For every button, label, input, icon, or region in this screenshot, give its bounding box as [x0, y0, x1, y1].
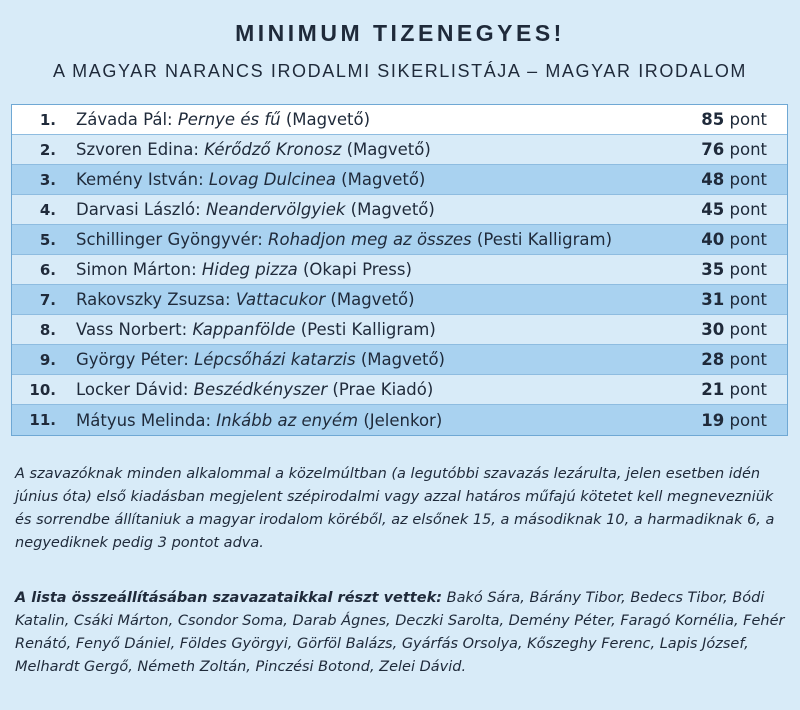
- book-title: Hideg pizza: [201, 260, 298, 279]
- table-row: [12, 405, 787, 435]
- table-row: [12, 345, 787, 375]
- book-entry: [76, 170, 637, 189]
- table-row: [12, 195, 787, 225]
- publisher-name: (Pesti Kalligram): [295, 320, 436, 339]
- points-unit: pont: [729, 320, 767, 339]
- table-row: [12, 375, 787, 405]
- author-name: Locker Dávid:: [76, 380, 194, 399]
- voters-lead: A lista összeállításában szavazataikkal részt vettek:: [15, 590, 443, 606]
- author-name: Mátyus Melinda:: [76, 410, 217, 430]
- book-title: Pernye és fű: [177, 110, 281, 129]
- author-name: Rakovszky Zsuzsa:: [76, 290, 236, 309]
- points-unit: pont: [729, 200, 767, 219]
- points-number: 85: [701, 110, 725, 129]
- points-value: [637, 200, 787, 219]
- book-entry: [76, 350, 637, 369]
- points-value: [637, 170, 787, 189]
- author-name: Darvasi László:: [76, 200, 206, 219]
- points-value: [637, 290, 787, 309]
- publisher-name: (Magvető): [341, 140, 431, 159]
- voters-paragraph: [15, 587, 787, 679]
- author-name: Szvoren Edina:: [76, 140, 205, 159]
- author-name: Vass Norbert:: [76, 320, 193, 339]
- points-number: 35: [701, 260, 725, 279]
- points-unit: pont: [729, 110, 767, 129]
- author-name: Schillinger Gyöngyvér:: [76, 230, 269, 249]
- table-row: [12, 225, 787, 255]
- points-unit: pont: [729, 260, 767, 279]
- points-value: [637, 110, 787, 129]
- book-entry: [76, 411, 637, 430]
- points-unit: pont: [729, 140, 767, 159]
- book-title: Inkább az enyém: [216, 410, 359, 430]
- points-number: 19: [701, 410, 725, 430]
- rank-number: 2.: [39, 140, 56, 159]
- points-number: 45: [701, 200, 725, 219]
- points-number: 30: [701, 320, 725, 339]
- publisher-name: (Prae Kiadó): [327, 380, 434, 399]
- points-unit: pont: [729, 350, 767, 369]
- author-name: Kemény István:: [76, 170, 209, 189]
- points-value: [637, 320, 787, 339]
- points-unit: pont: [729, 230, 767, 249]
- book-title: Kérődző Kronosz: [204, 140, 342, 159]
- author-name: György Péter:: [76, 350, 195, 369]
- publisher-name: (Pesti Kalligram): [471, 230, 613, 249]
- table-row: [12, 135, 787, 165]
- book-entry: [76, 230, 637, 249]
- book-entry: [76, 260, 637, 279]
- publisher-name: (Jelenkor): [358, 410, 443, 430]
- book-entry: [76, 200, 637, 219]
- book-title: Vattacukor: [235, 290, 326, 309]
- voters-names: Bakó Sára, Bárány Tibor, Bedecs Tibor, Bódi Katalin, Csáki Márton, Csondor Soma, Darab Ágnes, Deczki Sarolta, Demény Péter, Faragó Kornélia, Fehér Renátó, Fenyő Dániel, Földes Györgyi, Görföl Balázs, Gyárfás Orsolya, Kőszeghy Ferenc, Lapis József, Melhardt Gergő, Németh Zoltán, Pinczési Botond, Zelei Dávid.: [15, 590, 785, 675]
- publisher-name: (Magvető): [345, 200, 435, 219]
- book-entry: [76, 380, 637, 399]
- points-number: 40: [701, 230, 725, 249]
- author-name: Závada Pál:: [76, 110, 178, 129]
- book-title: Beszédkényszer: [193, 380, 328, 399]
- table-row: [12, 255, 787, 285]
- book-title: Neandervölgyiek: [205, 200, 346, 219]
- points-number: 28: [701, 350, 725, 369]
- publisher-name: (Magvető): [280, 110, 371, 129]
- points-unit: pont: [729, 410, 767, 430]
- publisher-name: (Magvető): [355, 350, 445, 369]
- book-entry: [76, 290, 637, 309]
- rank-number: 9.: [39, 350, 56, 369]
- book-title: Kappanfölde: [192, 320, 296, 339]
- points-value: [637, 411, 787, 430]
- book-entry: [76, 320, 637, 339]
- rank-number: 4.: [39, 200, 56, 219]
- points-number: 48: [701, 170, 725, 189]
- voting-rules-note: A szavazóknak minden alkalommal a közelmúltban (a legutóbbi szavazás lezárulta, jelen esetben idén június óta) első kiadásban megjelent szépirodalmi vagy azzal határos műfajú kötetet kell megnevezniük és sorrendbe állítaniuk a magyar irodalom köréből, az elsőnek 15, a másodiknak 10, a harmadiknak 6, a negyediknek pedig 3 pontot adva.: [15, 466, 775, 551]
- rank-number: 8.: [39, 320, 56, 339]
- points-value: [637, 380, 787, 399]
- points-unit: pont: [729, 290, 767, 309]
- rank-number: 5.: [39, 230, 56, 249]
- points-number: 76: [701, 140, 725, 159]
- points-number: 31: [701, 290, 725, 309]
- rank-number: 10.: [29, 380, 56, 399]
- rank-number: 7.: [39, 290, 56, 309]
- points-value: [637, 140, 787, 159]
- rank-number: 1.: [39, 110, 56, 129]
- table-row: [12, 315, 787, 345]
- book-title: Lépcsőházi katarzis: [194, 350, 356, 369]
- points-value: [637, 230, 787, 249]
- points-number: 21: [701, 380, 725, 399]
- book-title: Lovag Dulcinea: [208, 170, 336, 189]
- rank-number: 3.: [39, 170, 56, 189]
- page-title: MINIMUM TIZENEGYES!: [235, 20, 565, 46]
- ranking-table: [11, 104, 788, 436]
- book-title: Rohadjon meg az összes: [268, 230, 472, 249]
- points-value: [637, 350, 787, 369]
- page-subtitle: A MAGYAR NARANCS IRODALMI SIKERLISTÁJA – MAGYAR IRODALOM: [52, 61, 748, 81]
- rank-number: 6.: [39, 260, 56, 279]
- publisher-name: (Magvető): [325, 290, 415, 309]
- publisher-name: (Magvető): [335, 170, 426, 189]
- book-entry: [76, 110, 637, 129]
- publisher-name: (Okapi Press): [297, 260, 412, 279]
- points-unit: pont: [729, 170, 767, 189]
- table-row: [12, 285, 787, 315]
- author-name: Simon Márton:: [76, 260, 202, 279]
- book-entry: [76, 140, 637, 159]
- points-value: [637, 260, 787, 279]
- table-row: [12, 105, 787, 135]
- rank-number: 11.: [29, 411, 56, 429]
- table-row: [12, 165, 787, 195]
- points-unit: pont: [729, 380, 767, 399]
